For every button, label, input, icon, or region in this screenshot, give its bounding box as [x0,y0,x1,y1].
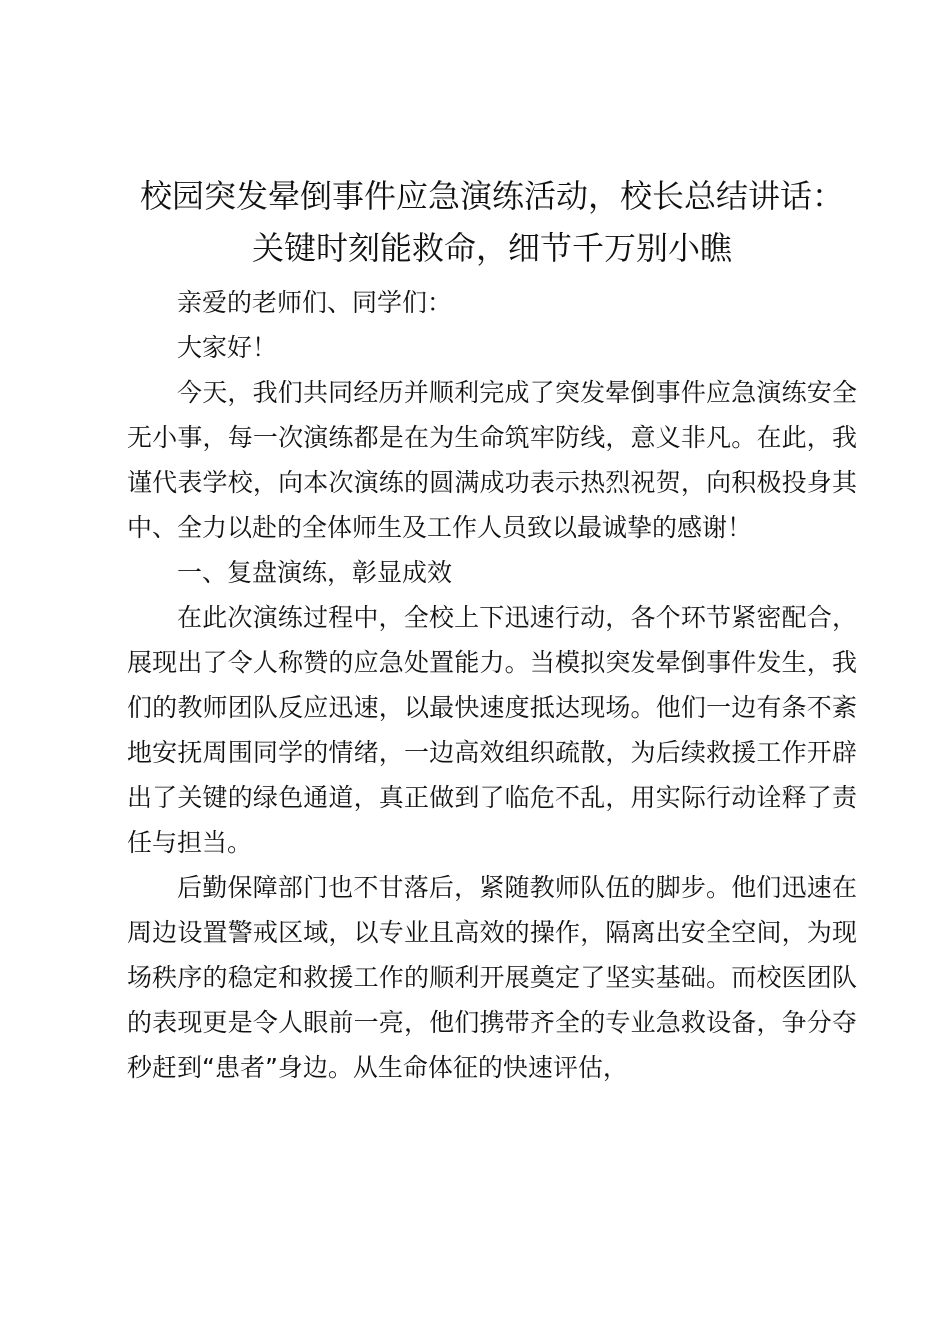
body-paragraph: 在此次演练过程中，全校上下迅速行动，各个环节紧密配合，展现出了令人称赞的应急处置能力。当模拟突发晕倒事件发生，我们的教师团队反应迅速，以最快速度抵达现场。他们一边有条不紊地安抚周围同学的情绪，一边高效组织疏散，为后续救援工作开辟出了关键的绿色通道，真正做到了临危不乱，用实际行动诠释了责任与担当。 [127,603,857,857]
section-heading: 一、复盘演练，彰显成效 [177,558,453,587]
greeting: 大家好！ [177,333,278,362]
body-paragraph: 后勤保障部门也不甘落后，紧随教师队伍的脚步。他们迅速在周边设置警戒区域，以专业且高效的操作，隔离出安全空间，为现场秩序的稳定和救援工作的顺利开展奠定了坚实基础。而校医团队的表现更是令人眼前一亮，他们携带齐全的专业急救设备，争分夺秒赶到“患者”身边。从生命体征的快速评估， [127,873,857,1082]
salutation: 亲爱的老师们、同学们： [177,288,453,317]
document-title: 校园突发晕倒事件应急演练活动，校长总结讲话：关键时刻能救命，细节千万别小瞧 [139,177,844,267]
document-body [127,170,857,1090]
intro-paragraph: 今天，我们共同经历并顺利完成了突发晕倒事件应急演练安全无小事，每一次演练都是在为生命筑牢防线，意义非凡。在此，我谨代表学校，向本次演练的圆满成功表示热烈祝贺，向积极投身其中、全力以赴的全体师生及工作人员致以最诚挚的感谢！ [127,378,857,542]
